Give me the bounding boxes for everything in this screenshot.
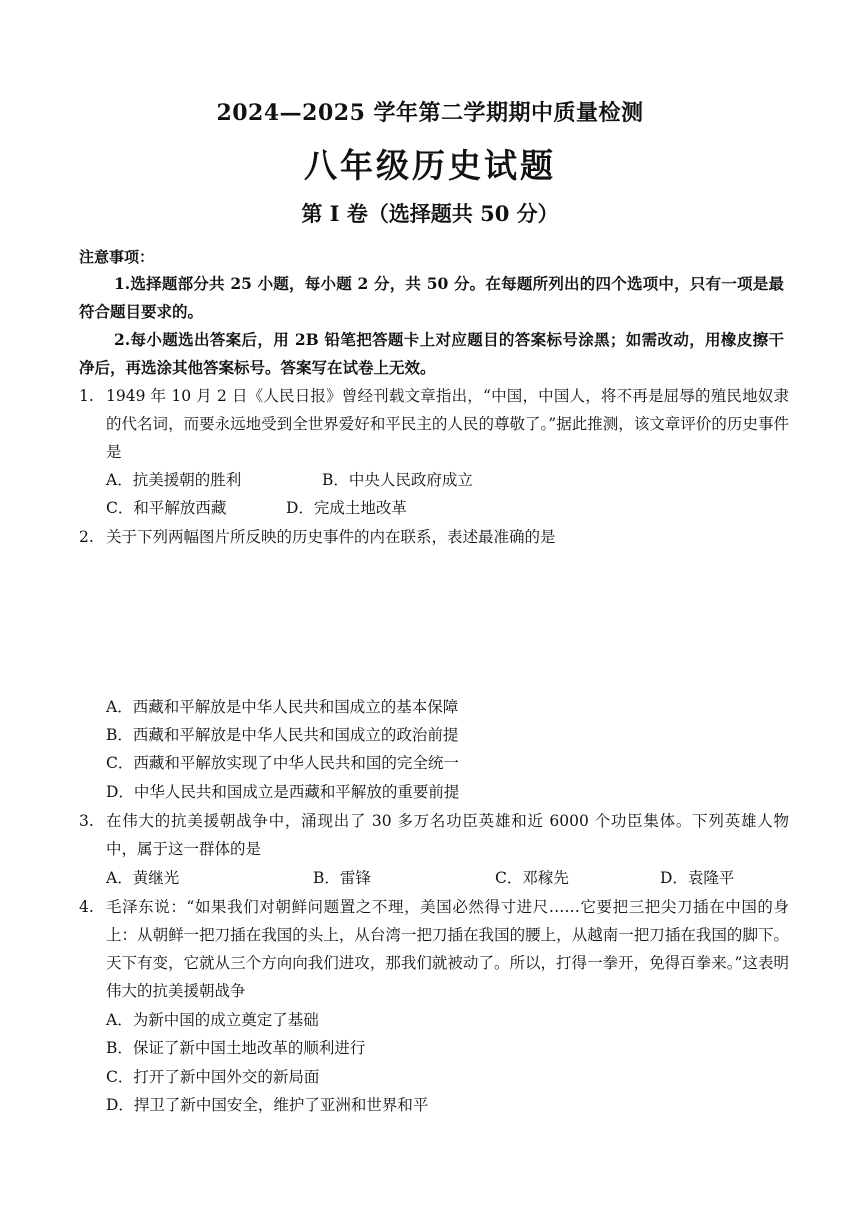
option-d: D．袁隆平 — [660, 869, 735, 887]
notice-item-1: 1.选择题部分共 25 小题，每小题 2 分，共 50 分。在每题所列出的四个选项中，只有一项是最符合题目要求的。 — [79, 274, 784, 321]
question-number: 1. — [79, 387, 94, 405]
option-a: A．西藏和平解放是中华人民共和国成立的基本保障 — [106, 698, 459, 716]
option-a: A．抗美援朝的胜利 — [106, 471, 242, 489]
question-number: 3. — [79, 812, 94, 830]
question-stem: 在伟大的抗美援朝战争中，涌现出了 30 多万名功臣英雄和近 6000 个功臣集体。下列英雄人物中，属于这一群体的是 — [106, 812, 789, 858]
option-d: D．完成土地改革 — [286, 499, 407, 517]
question-2-image-area — [106, 560, 786, 685]
exam-term-title: 2024—2025 学年第二学期期中质量检测 — [216, 100, 644, 126]
question-stem: 毛泽东说：“如果我们对朝鲜问题置之不理，美国必然得寸进尺……它要把三把尖刀插在中国的身上：从朝鲜一把刀插在我国的头上，从台湾一把刀插在我国的腰上，从越南一把刀插在我国的脚下。天下有变，它就从三个方向向我们进攻，那我们就被动了。所以，打得一拳开，免得百拳来。”这表明伟大的抗美援朝战争 — [106, 898, 789, 1000]
notice-item-2: 2.每小题选出答案后，用 2B 铅笔把答题卡上对应题目的答案标号涂黑；如需改动，用橡皮擦干净后，再选涂其他答案标号。答案写在试卷上无效。 — [79, 330, 784, 377]
question-2 — [79, 523, 789, 551]
question-3 — [79, 807, 789, 863]
option-a: A．为新中国的成立奠定了基础 — [106, 1011, 319, 1029]
option-c: C．西藏和平解放实现了中华人民共和国的完全统一 — [106, 754, 459, 772]
option-d: D．捍卫了新中国安全，维护了亚洲和世界和平 — [106, 1096, 429, 1114]
option-a: A．黄继光 — [106, 869, 180, 887]
option-c: C．打开了新中国外交的新局面 — [106, 1068, 320, 1086]
option-c: C．和平解放西藏 — [106, 499, 227, 517]
option-c: C．邓稼先 — [495, 869, 569, 887]
section-title: 第 I 卷（选择题共 50 分） — [301, 201, 559, 226]
question-number: 4. — [79, 898, 94, 916]
question-1 — [79, 382, 789, 466]
option-b: B．西藏和平解放是中华人民共和国成立的政治前提 — [106, 726, 459, 744]
notice-heading: 注意事项： — [79, 248, 155, 266]
exam-subject-title: 八年级历史试题 — [304, 146, 556, 185]
question-number: 2. — [79, 528, 94, 546]
option-d: D．中华人民共和国成立是西藏和平解放的重要前提 — [106, 783, 460, 801]
question-stem: 关于下列两幅图片所反映的历史事件的内在联系，表述最准确的是 — [106, 528, 556, 546]
option-b: B．雷锋 — [313, 869, 371, 887]
option-b: B．保证了新中国土地改革的顺利进行 — [106, 1039, 366, 1057]
question-stem: 1949 年 10 月 2 日《人民日报》曾经刊载文章指出，“中国，中国人，将不再是屈辱的殖民地奴隶的代名词，而要永远地受到全世界爱好和平民主的人民的尊敬了。”据此推测，该文章评价的历史事件是 — [106, 387, 789, 461]
option-b: B．中央人民政府成立 — [322, 471, 473, 489]
question-4 — [79, 893, 789, 1005]
